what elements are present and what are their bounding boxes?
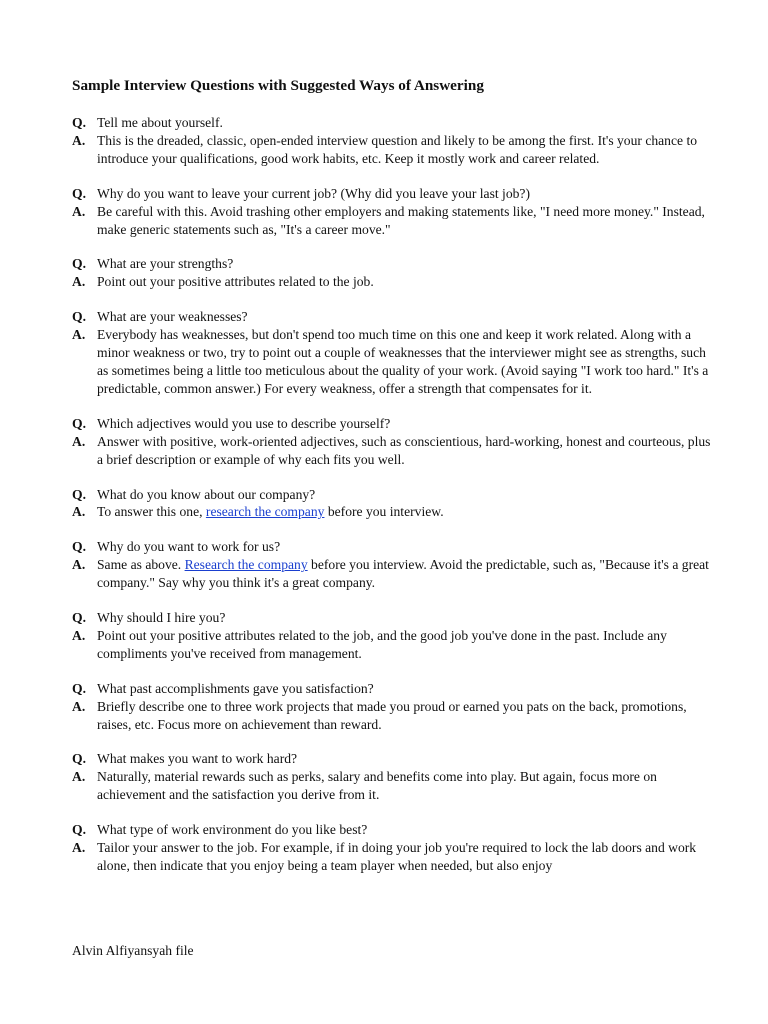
answer-segment: Naturally, material rewards such as perks, salary and benefits come into play. But again, focus more on achievement and the satisfaction you derive from it.	[97, 769, 657, 803]
question-text: Which adjectives would you use to describe yourself?	[97, 415, 391, 431]
answer-line	[72, 768, 712, 804]
answer-segment: Tailor your answer to the job. For example, if in doing your job you're required to lock the lab doors and work alone, then indicate that you enjoy being a team player when needed, but also enjoy	[97, 840, 697, 873]
question-marker: Q.	[72, 751, 86, 767]
question-text: Why do you want to work for us?	[97, 539, 281, 555]
question-line	[72, 308, 712, 326]
question-marker: Q.	[72, 415, 86, 431]
question-line	[72, 821, 712, 839]
answer-segment: This is the dreaded, classic, open-ended interview question and likely to be among the first. It's your chance to introduce your qualifications, good work habits, etc. Keep it mostly work and career related.	[97, 132, 698, 166]
qa-item	[72, 609, 712, 663]
answer-line	[72, 132, 712, 168]
question-text: What do you know about our company?	[97, 486, 316, 502]
answer-line	[72, 698, 712, 734]
answer-segment: Point out your positive attributes related to the job, and the good job you've done in the past. Include any compliments you've received from management.	[97, 627, 667, 661]
question-line	[72, 538, 712, 556]
document-title: Sample Interview Questions with Suggested Ways of Answering	[72, 77, 484, 94]
question-line	[72, 114, 712, 132]
research-company-link[interactable]: Research the company	[184, 557, 308, 573]
answer-text	[97, 326, 712, 398]
answer-segment: Answer with positive, work-oriented adjectives, such as conscientious, hard-working, honest and courteous, plus a brief description or example of why each fits you well.	[97, 433, 711, 467]
answer-text	[97, 503, 712, 521]
question-line	[72, 680, 712, 698]
qa-item	[72, 680, 712, 734]
document-page	[72, 74, 712, 892]
question-line	[72, 255, 712, 273]
research-company-link[interactable]: research the company	[205, 504, 325, 520]
qa-list	[72, 114, 712, 875]
question-line	[72, 415, 712, 433]
answer-text	[97, 698, 712, 734]
question-text: Why should I hire you?	[97, 610, 226, 626]
question-marker: Q.	[72, 256, 86, 272]
answer-segment: before you interview.	[324, 504, 444, 520]
question-marker: Q.	[72, 610, 86, 626]
answer-marker: A.	[72, 132, 86, 148]
answer-marker: A.	[72, 769, 86, 785]
qa-item	[72, 185, 712, 239]
answer-marker: A.	[72, 203, 86, 219]
question-text: What past accomplishments gave you satisfaction?	[97, 680, 374, 696]
answer-segment: before you interview. Avoid the predictable, such as, "Because it's a great company." Say why you think it's a great company.	[97, 557, 709, 591]
answer-line	[72, 556, 712, 592]
question-marker: Q.	[72, 185, 86, 201]
answer-segment: Be careful with this. Avoid trashing other employers and making statements like, "I need more money." Instead, make generic statements such as, "It's a career move."	[97, 203, 705, 237]
answer-segment: Briefly describe one to three work projects that made you proud or earned you pats on the back, promotions, raises, etc. Focus more on achievement than reward.	[97, 698, 687, 732]
answer-text	[97, 839, 712, 875]
qa-item	[72, 308, 712, 398]
answer-line	[72, 839, 712, 875]
question-text: What are your strengths?	[97, 256, 234, 272]
answer-marker: A.	[72, 327, 86, 343]
answer-line	[72, 273, 712, 291]
qa-item	[72, 750, 712, 804]
answer-line	[72, 433, 712, 469]
answer-marker: A.	[72, 433, 86, 449]
question-marker: Q.	[72, 115, 86, 130]
answer-text	[97, 203, 712, 239]
answer-marker: A.	[72, 274, 86, 290]
question-marker: Q.	[72, 680, 86, 696]
question-line	[72, 750, 712, 768]
answer-marker: A.	[72, 698, 86, 714]
answer-text	[97, 132, 712, 168]
answer-line	[72, 203, 712, 239]
answer-marker: A.	[72, 557, 86, 573]
qa-item	[72, 486, 712, 522]
answer-segment: To answer this one,	[97, 504, 206, 520]
answer-marker: A.	[72, 840, 86, 856]
answer-text	[97, 556, 712, 592]
question-text: What type of work environment do you like best?	[97, 822, 368, 838]
question-text: What makes you want to work hard?	[97, 751, 298, 767]
answer-marker: A.	[72, 627, 86, 643]
answer-text	[97, 273, 712, 291]
answer-marker: A.	[72, 504, 86, 520]
answer-line	[72, 326, 712, 398]
answer-text	[97, 627, 712, 663]
answer-segment: Everybody has weaknesses, but don't spend too much time on this one and keep it work related. Along with a minor weakness or two, try to point out a couple of weaknesses that the interviewer might see as strengths, such as sometimes being a little too meticulous about the quality of your work. (Avoid saying "I work too hard." It's a predictable, common answer.) For every weakness, offer a strength that compensates for it.	[97, 327, 709, 396]
question-text: Tell me about yourself.	[97, 115, 223, 130]
answer-text	[97, 768, 712, 804]
qa-item	[72, 114, 712, 168]
answer-text	[97, 433, 712, 469]
qa-item	[72, 255, 712, 291]
answer-line	[72, 627, 712, 663]
qa-item	[72, 821, 712, 875]
question-line	[72, 185, 712, 203]
question-marker: Q.	[72, 309, 86, 325]
answer-segment: Same as above.	[97, 557, 185, 573]
qa-item	[72, 415, 712, 469]
question-marker: Q.	[72, 539, 86, 555]
question-marker: Q.	[72, 486, 86, 502]
question-line	[72, 486, 712, 504]
question-line	[72, 609, 712, 627]
answer-segment: Point out your positive attributes related to the job.	[97, 274, 374, 290]
question-marker: Q.	[72, 822, 86, 838]
qa-item	[72, 538, 712, 592]
document-footer: Alvin Alfiyansyah file	[72, 943, 194, 958]
question-text: Why do you want to leave your current job? (Why did you leave your last job?)	[97, 185, 530, 201]
answer-line	[72, 503, 712, 521]
question-text: What are your weaknesses?	[97, 309, 248, 325]
